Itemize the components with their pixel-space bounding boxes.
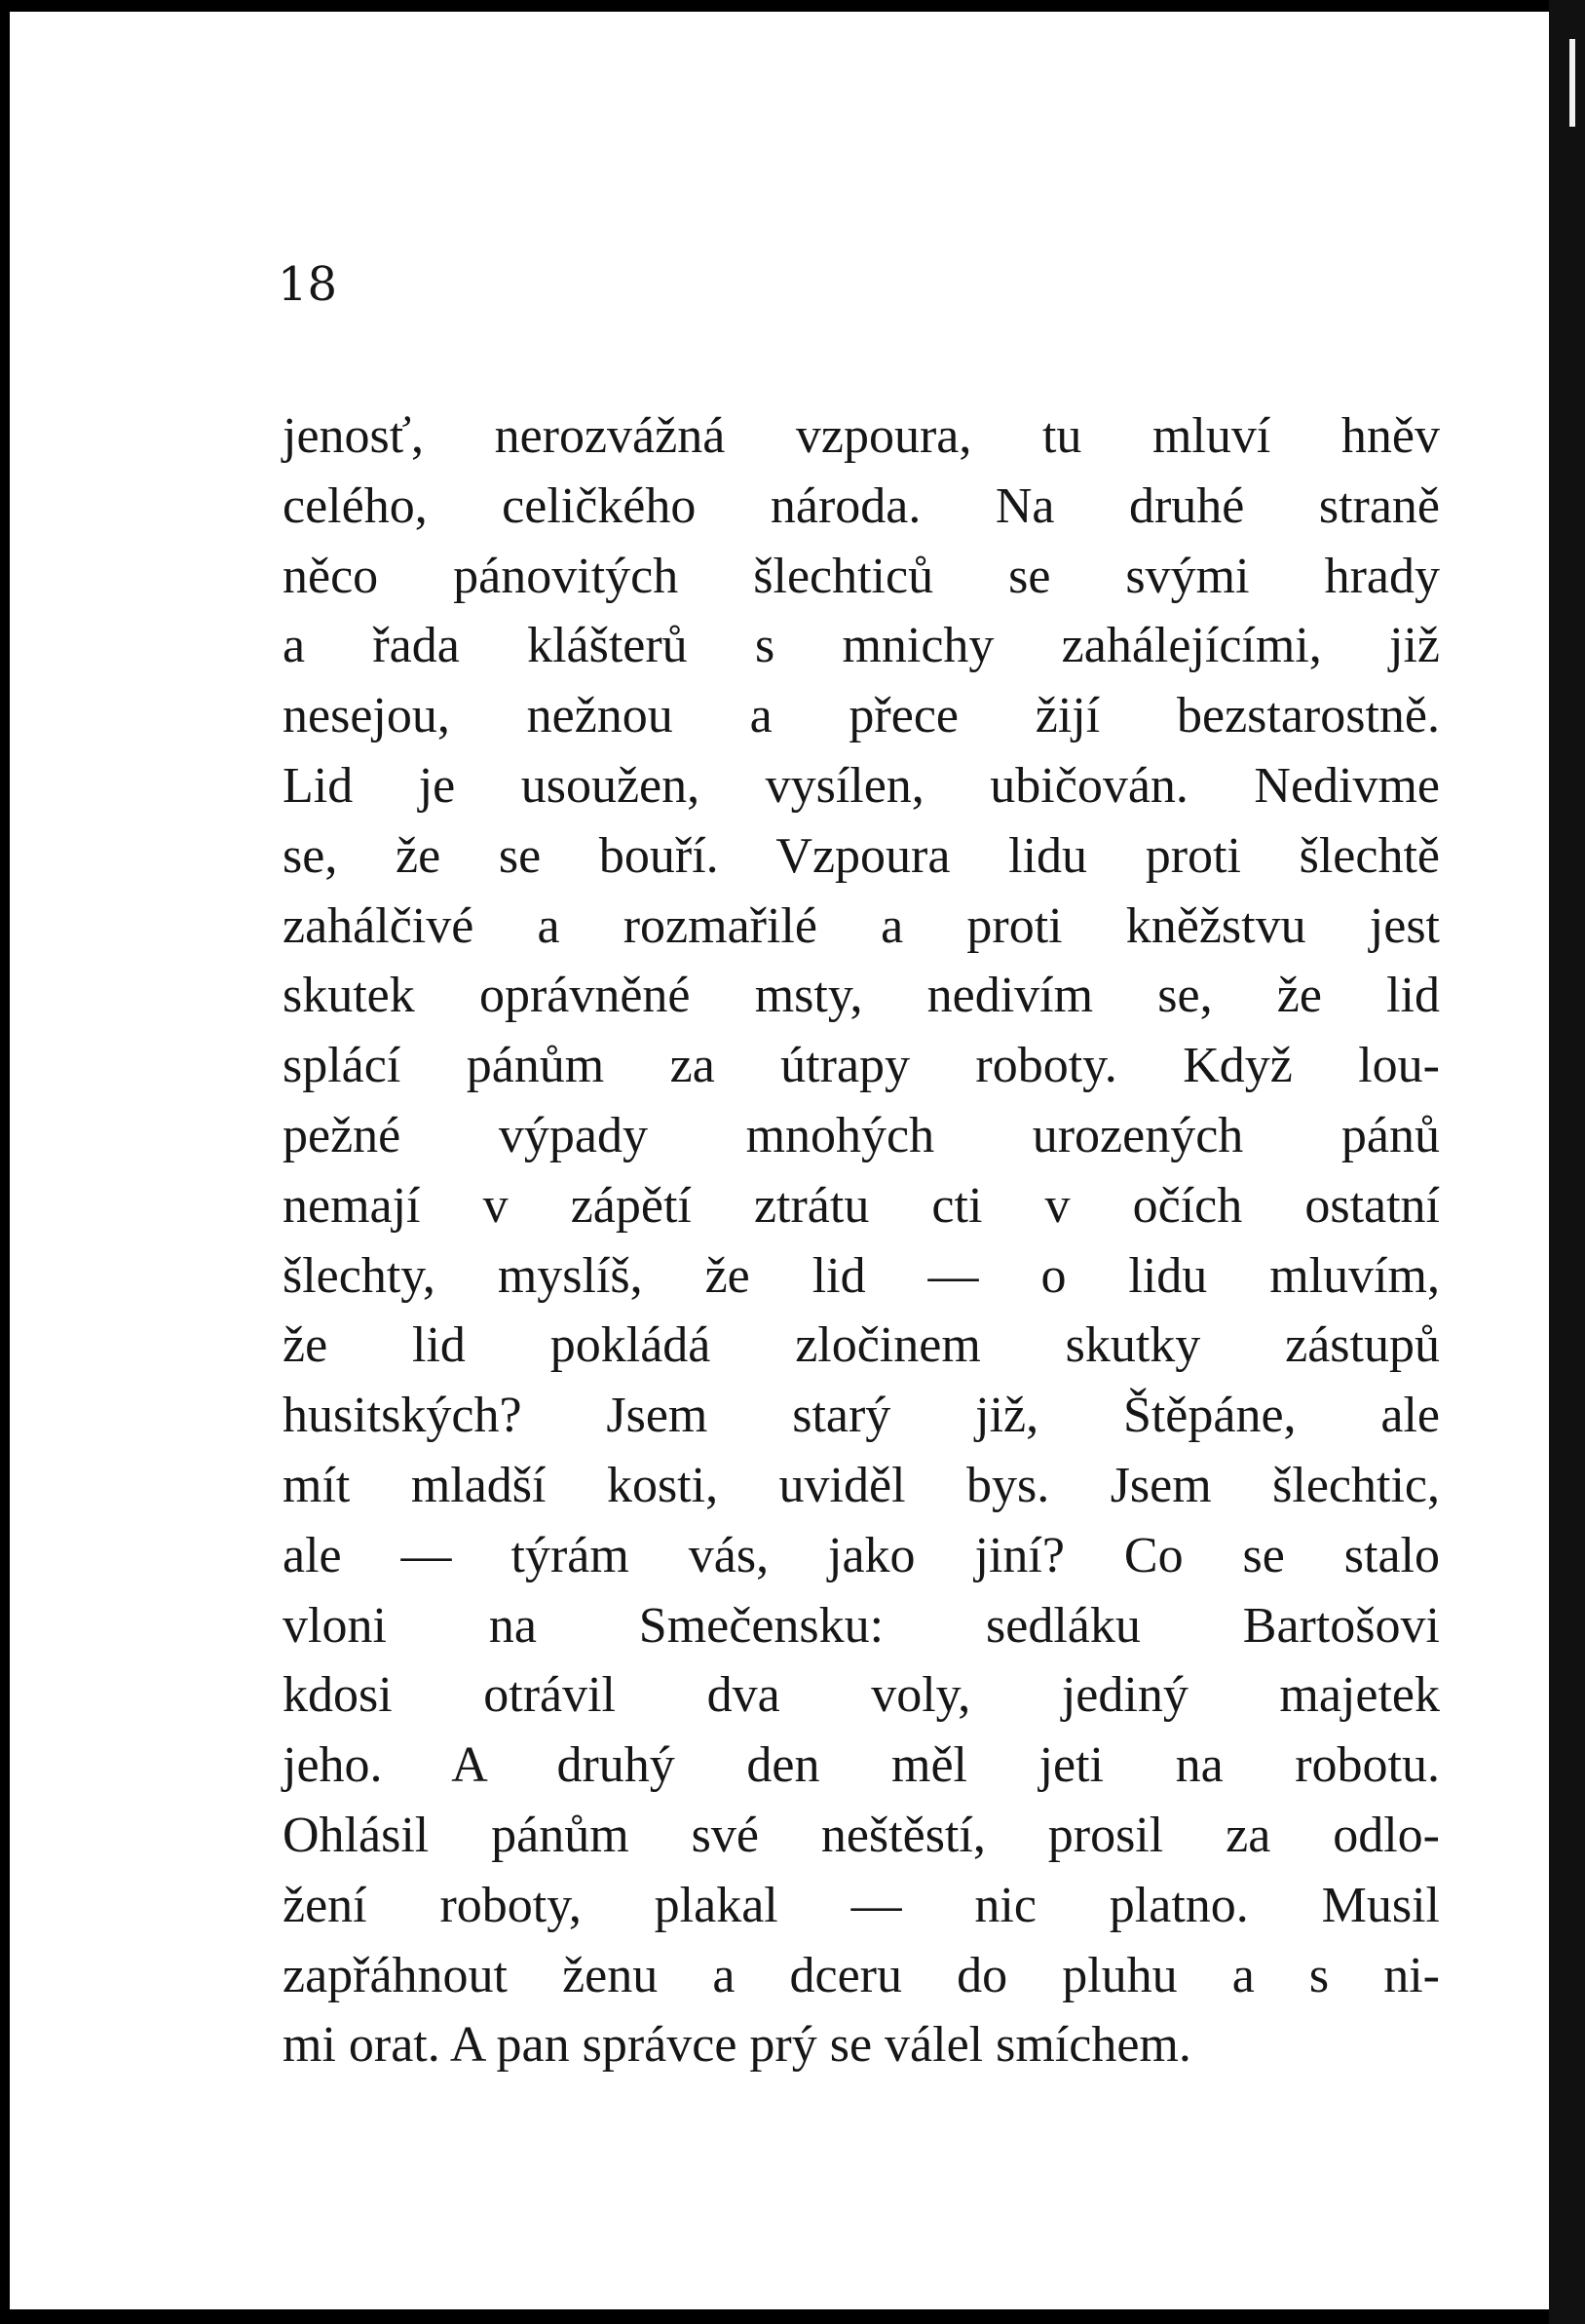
text-line: že lid pokládá zločinem skutky zástupů xyxy=(283,1317,1440,1374)
text-line: něco pánovitých šlechticů se svými hrady xyxy=(283,548,1440,604)
text-line: ale — týrám vás, jako jiní? Co se stalo xyxy=(283,1527,1440,1583)
text-line: vloni na Smečensku: sedláku Bartošovi xyxy=(283,1597,1440,1654)
text-line: žení roboty, plakal — nic platno. Musil xyxy=(283,1877,1440,1933)
book-page xyxy=(10,12,1549,2309)
body-text xyxy=(283,401,1440,2080)
text-line: splácí pánům za útrapy roboty. Když lou- xyxy=(283,1038,1440,1094)
text-line: skutek oprávněné msty, nedivím se, že lid xyxy=(283,968,1440,1024)
text-line: nesejou, nežnou a přece žijí bezstarostně. xyxy=(283,688,1440,744)
text-line: husitských? Jsem starý již, Štěpáne, ale xyxy=(283,1388,1440,1444)
page-edge-mark xyxy=(1569,39,1575,127)
text-line: mi orat. A pan správce prý se válel smíchem. xyxy=(283,2017,1191,2074)
text-line: zapřáhnout ženu a dceru do pluhu a s ni- xyxy=(283,1947,1440,2003)
text-line: celého, celičkého národa. Na druhé straně xyxy=(283,477,1440,534)
text-line: kdosi otrávil dva voly, jediný majetek xyxy=(283,1667,1440,1724)
text-line: jenosť, nerozvážná vzpoura, tu mluví hněv xyxy=(283,408,1440,464)
page-number: 18 xyxy=(278,257,338,312)
text-line: jeho. A druhý den měl jeti na robotu. xyxy=(283,1737,1440,1794)
text-line: zahálčivé a rozmařilé a proti kněžstvu jest xyxy=(283,897,1440,954)
text-line: mít mladší kosti, uviděl bys. Jsem šlechtic, xyxy=(283,1457,1440,1513)
text-line: šlechty, myslíš, že lid — o lidu mluvím, xyxy=(283,1247,1440,1304)
text-line: Ohlásil pánům své neštěstí, prosil za odlo- xyxy=(283,1807,1440,1863)
page-edge-shadow xyxy=(1549,0,1585,2324)
text-line: nemají v zápětí ztrátu cti v očích ostatní xyxy=(283,1177,1440,1234)
text-line: a řada klášterů s mnichy zahálejícími, již xyxy=(283,618,1440,674)
text-line: Lid je usoužen, vysílen, ubičován. Nedivme xyxy=(283,757,1440,814)
text-line: pežné výpady mnohých urozených pánů xyxy=(283,1107,1440,1163)
text-line: se, že se bouří. Vzpoura lidu proti šlechtě xyxy=(283,827,1440,884)
